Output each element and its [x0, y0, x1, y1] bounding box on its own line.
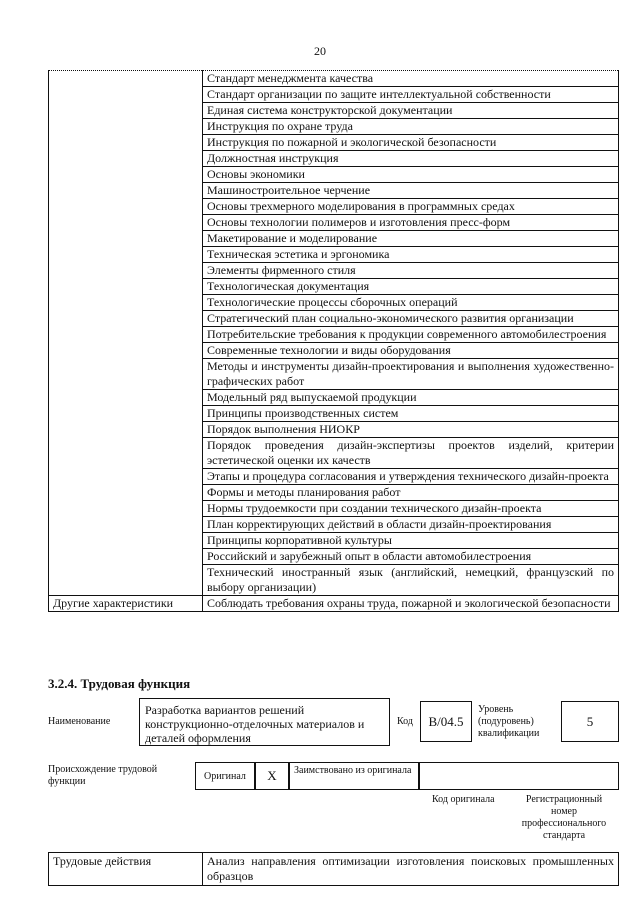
knowledge-item: Технологическая документация [203, 279, 619, 295]
knowledge-item: Технический иностранный язык (английский, немецкий, французский по выбору организации) [203, 565, 619, 596]
knowledge-item: Методы и инструменты дизайн-проектирования и выполнения художественно-графических работ [203, 359, 619, 390]
knowledge-item: Стратегический план социально-экономического развития организации [203, 311, 619, 327]
knowledge-item: Формы и методы планирования работ [203, 485, 619, 501]
other-characteristics-row [49, 596, 619, 612]
knowledge-item: Инструкция по пожарной и экологической безопасности [203, 135, 619, 151]
knowledge-item: Модельный ряд выпускаемой продукции [203, 390, 619, 406]
knowledge-item: Машиностроительное черчение [203, 183, 619, 199]
original-label: Оригинал [195, 762, 255, 790]
knowledge-label-cell [49, 71, 203, 596]
knowledge-item: Российский и зарубежный опыт в области автомобилестроения [203, 549, 619, 565]
function-code: B/04.5 [420, 701, 472, 742]
knowledge-item: Единая система конструкторской документации [203, 103, 619, 119]
knowledge-item: Современные технологии и виды оборудования [203, 343, 619, 359]
knowledge-item: Этапы и процедура согласования и утверждения технического дизайн-проекта [203, 469, 619, 485]
original-code-caption: Код оригинала [432, 794, 495, 805]
knowledge-item: Должностная инструкция [203, 151, 619, 167]
knowledge-item: Стандарт менеджмента качества [203, 71, 619, 87]
function-name: Разработка вариантов решений конструкционно-отделочных материалов и деталей оформления [139, 698, 390, 746]
knowledge-item: Нормы трудоемкости при создании технического дизайн-проекта [203, 501, 619, 517]
knowledge-item: Порядок выполнения НИОКР [203, 422, 619, 438]
name-label: Наименование [48, 716, 111, 727]
knowledge-item: Инструкция по охране труда [203, 119, 619, 135]
knowledge-item: Основы экономики [203, 167, 619, 183]
knowledge-row [49, 71, 619, 87]
level-label: Уровень (подуровень) квалификации [478, 704, 540, 739]
knowledge-item: Техническая эстетика и эргономика [203, 247, 619, 263]
knowledge-item: Порядок проведения дизайн-экспертизы проектов изделий, критерии эстетической оценки их качеств [203, 438, 619, 469]
knowledge-table [48, 70, 619, 612]
origin-label: Происхождение трудовой функции [48, 764, 158, 787]
other-characteristics-label: Другие характеристики [49, 596, 203, 612]
section-title: 3.2.4. Трудовая функция [48, 676, 191, 691]
qualification-level: 5 [561, 701, 619, 742]
knowledge-item: Стандарт организации по защите интеллектуальной собственности [203, 87, 619, 103]
knowledge-item: Основы трехмерного моделирования в программных средах [203, 199, 619, 215]
labor-actions-table [48, 852, 619, 886]
original-code-cell [419, 762, 619, 790]
knowledge-item: Макетирование и моделирование [203, 231, 619, 247]
knowledge-item: Принципы производственных систем [203, 406, 619, 422]
page-number: 20 [314, 44, 326, 58]
labor-actions-value: Анализ направления оптимизации изготовления поисковых промышленных образцов [203, 853, 619, 886]
knowledge-item: Элементы фирменного стиля [203, 263, 619, 279]
reg-number-caption: Регистрационный номер профессионального стандарта [521, 794, 607, 841]
code-label: Код [397, 716, 413, 727]
labor-actions-label: Трудовые действия [49, 853, 203, 886]
knowledge-item: Принципы корпоративной культуры [203, 533, 619, 549]
knowledge-item: Технологические процессы сборочных операций [203, 295, 619, 311]
knowledge-item: Основы технологии полимеров и изготовления пресс-форм [203, 215, 619, 231]
other-characteristics-value: Соблюдать требования охраны труда, пожарной и экологической безопасности [203, 596, 619, 612]
knowledge-item: Потребительские требования к продукции современного автомобилестроения [203, 327, 619, 343]
knowledge-item: План корректирующих действий в области дизайн-проектирования [203, 517, 619, 533]
borrowed-label: Заимствовано из оригинала [289, 762, 419, 790]
origin-row [195, 762, 619, 790]
original-mark: X [255, 762, 289, 790]
